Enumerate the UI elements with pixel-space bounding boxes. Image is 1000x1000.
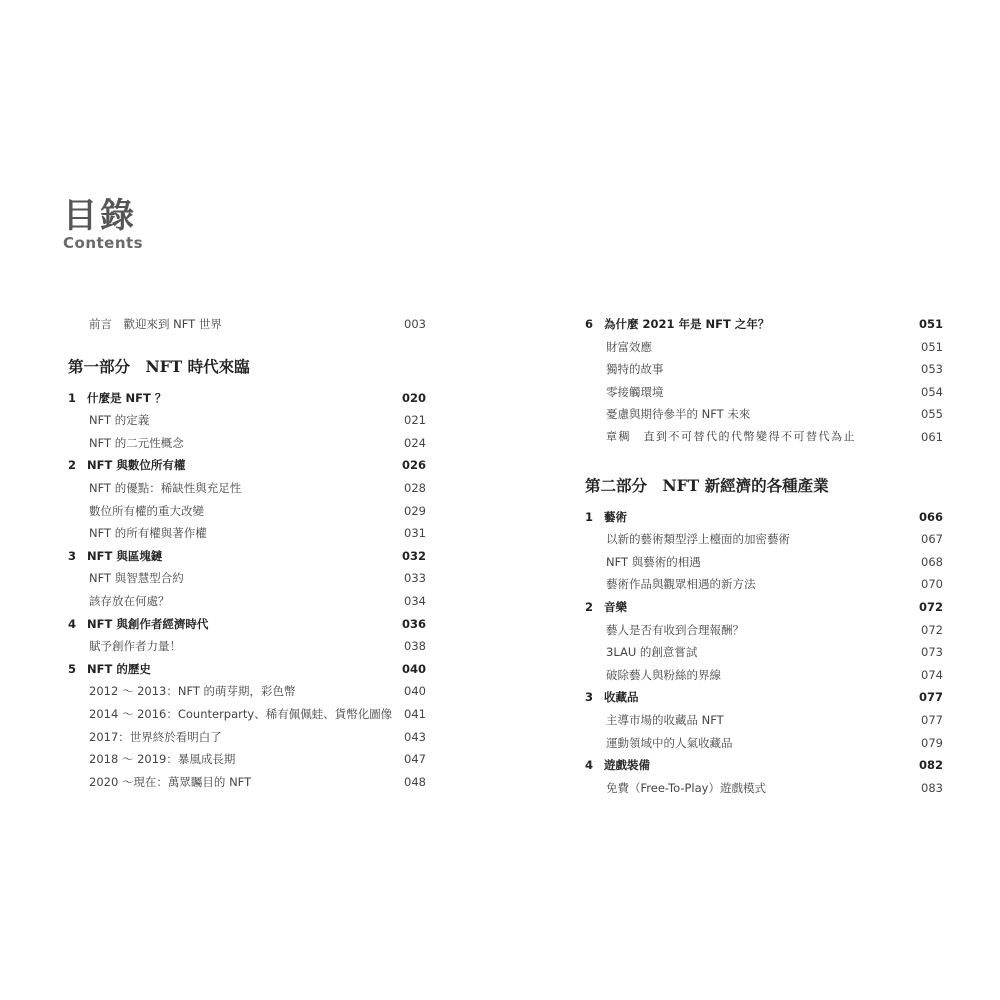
toc-chapter[interactable]	[585, 754, 943, 777]
section-page: 055	[921, 407, 943, 422]
part-title: 第二部分 NFT 新經濟的各種產業	[585, 475, 829, 495]
section-page: 061	[921, 429, 943, 444]
toc-section[interactable]	[585, 664, 943, 687]
toc-entry-preface[interactable]	[68, 313, 426, 336]
chapter-number: 3	[68, 548, 77, 563]
toc-chapter[interactable]	[68, 613, 426, 636]
section-title: NFT 的優點：稀缺性與充足性	[89, 480, 242, 495]
entry-title: 前言 歡迎來到 NFT 世界	[89, 317, 222, 331]
section-page: 033	[404, 571, 426, 586]
toc-section[interactable]	[585, 619, 943, 642]
toc-section[interactable]	[68, 635, 426, 658]
chapter-page: 051	[918, 317, 943, 331]
section-page: 047	[404, 752, 426, 767]
section-title: NFT 與藝術的相遇	[606, 554, 701, 569]
section-title: 獨特的故事	[606, 362, 664, 377]
section-title: 藝人是否有收到合理報酬？	[606, 622, 744, 637]
section-title: 以新的藝術類型浮上檯面的加密藝術	[606, 532, 790, 547]
section-page: 073	[921, 645, 943, 660]
toc-chapter[interactable]	[585, 506, 943, 529]
section-page: 072	[921, 622, 943, 637]
toc-section[interactable]	[585, 573, 943, 596]
toc-chapter[interactable]	[68, 658, 426, 681]
chapter-title: NFT 與數位所有權	[87, 458, 186, 473]
section-page: 034	[404, 593, 426, 608]
section-page: 068	[921, 554, 943, 569]
section-title: 零接觸環境	[606, 384, 664, 399]
toc-column-right	[585, 313, 943, 799]
entry-page: 003	[404, 317, 426, 331]
chapter-number: 4	[585, 758, 594, 773]
section-title: 財富效應	[606, 339, 652, 354]
section-title: 2012 ～ 2013：NFT 的萌芽期，彩色幣	[89, 684, 296, 699]
chapter-title: 為什麼 2021 年是 NFT 之年？	[604, 317, 770, 331]
chapter-title: 什麼是 NFT ？	[87, 390, 167, 405]
toc-section[interactable]	[68, 409, 426, 432]
toc-section[interactable]	[68, 748, 426, 771]
section-title: 藝術作品與觀眾相遇的新方法	[606, 577, 756, 592]
section-page: 024	[404, 435, 426, 450]
toc-heading	[63, 197, 143, 251]
toc-section[interactable]	[68, 477, 426, 500]
toc-subtitle: Contents	[63, 234, 144, 252]
chapter-number: 3	[585, 690, 594, 705]
section-page: 043	[404, 729, 426, 744]
chapter-title: NFT 的歷史	[87, 661, 151, 676]
toc-section[interactable]	[585, 551, 943, 574]
chapter-title: 收藏品	[604, 690, 639, 705]
toc-section[interactable]	[68, 771, 426, 794]
section-title: NFT 的二元性概念	[89, 435, 184, 450]
section-page: 048	[404, 774, 426, 789]
chapter-title: 藝術	[604, 509, 627, 524]
section-page: 067	[921, 532, 943, 547]
toc-chapter[interactable]	[585, 596, 943, 619]
toc-section[interactable]	[585, 336, 943, 359]
toc-section[interactable]	[585, 732, 943, 755]
toc-section[interactable]	[68, 567, 426, 590]
chapter-title: 音樂	[604, 599, 627, 614]
chapter-page: 020	[401, 390, 426, 405]
toc-section[interactable]	[585, 641, 943, 664]
section-page: 041	[404, 706, 426, 721]
toc-section[interactable]	[68, 590, 426, 613]
section-page: 070	[921, 577, 943, 592]
toc-section[interactable]	[68, 432, 426, 455]
section-title: 2020 ～現在：萬眾矚目的 NFT	[89, 774, 252, 789]
chapter-number: 1	[68, 390, 77, 405]
section-page: 053	[921, 362, 943, 377]
section-title: 免費（Free-To-Play）遊戲模式	[606, 780, 766, 795]
section-page: 029	[404, 503, 426, 518]
section-title: 2018 ～ 2019：暴風成長期	[89, 752, 236, 767]
toc-section[interactable]	[68, 680, 426, 703]
section-title: 2014 ～ 2016：Counterparty、稀有佩佩蛙、貨幣化圖像	[89, 706, 393, 721]
section-page: 074	[921, 667, 943, 682]
section-title: 該存放在何處？	[89, 593, 170, 608]
section-title: 破除藝人與粉絲的界線	[606, 667, 721, 682]
chapter-number: 6	[585, 317, 594, 331]
section-page: 040	[404, 684, 426, 699]
chapter-title: NFT 與區塊鏈	[87, 548, 163, 563]
section-page: 051	[921, 339, 943, 354]
toc-section[interactable]	[68, 522, 426, 545]
toc-section[interactable]	[68, 500, 426, 523]
toc-section[interactable]	[68, 703, 426, 726]
chapter-page: 066	[918, 509, 943, 524]
section-title: 運動領域中的人氣收藏品	[606, 735, 733, 750]
chapter-number: 2	[68, 458, 77, 473]
part-title: 第一部分 NFT 時代來臨	[68, 356, 250, 376]
toc-chapter[interactable]	[585, 686, 943, 709]
section-title: 憂慮與期待參半的 NFT 未來	[606, 407, 751, 422]
chapter-page: 072	[918, 599, 943, 614]
section-title: 數位所有權的重大改變	[89, 503, 204, 518]
chapter-page: 026	[401, 458, 426, 473]
chapter-number: 5	[68, 661, 77, 676]
toc-chapter[interactable]	[68, 387, 426, 410]
toc-chapter[interactable]	[68, 454, 426, 477]
section-page: 038	[404, 639, 426, 654]
section-title: 賦予創作者力量！	[89, 639, 181, 654]
toc-section[interactable]	[585, 358, 943, 381]
chapter-page: 040	[401, 661, 426, 676]
section-title: NFT 的定義	[89, 413, 150, 428]
section-page: 031	[404, 526, 426, 541]
toc-section-calligraphy[interactable]	[585, 426, 943, 449]
chapter-page: 082	[918, 758, 943, 773]
chapter-number: 2	[585, 599, 594, 614]
section-page: 077	[921, 712, 943, 727]
section-title: NFT 的所有權與著作權	[89, 526, 207, 541]
section-page: 079	[921, 735, 943, 750]
chapter-page: 077	[918, 690, 943, 705]
chapter-title: NFT 與創作者經濟時代	[87, 616, 209, 631]
section-page: 028	[404, 480, 426, 495]
chapter-number: 1	[585, 509, 594, 524]
toc-section[interactable]	[585, 528, 943, 551]
toc-section[interactable]	[585, 709, 943, 732]
section-page: 083	[921, 780, 943, 795]
section-page: 021	[404, 413, 426, 428]
section-page: 054	[921, 384, 943, 399]
toc-column-left	[68, 313, 426, 793]
toc-section[interactable]	[585, 777, 943, 800]
section-title: 章稠 直到不可替代的代幣變得不可替代為止	[606, 429, 856, 443]
toc-section[interactable]	[585, 381, 943, 404]
section-title: NFT 與智慧型合約	[89, 571, 184, 586]
toc-section[interactable]	[585, 403, 943, 426]
chapter-number: 4	[68, 616, 77, 631]
toc-section[interactable]	[68, 726, 426, 749]
section-title: 2017：世界終於看明白了	[89, 729, 222, 744]
toc-title: 目錄	[63, 196, 137, 236]
toc-chapter[interactable]	[68, 545, 426, 568]
chapter-page: 036	[401, 616, 426, 631]
section-title: 3LAU 的創意嘗試	[606, 645, 698, 660]
chapter-title: 遊戲裝備	[604, 758, 650, 773]
section-title: 主導市場的收藏品 NFT	[606, 712, 724, 727]
chapter-page: 032	[401, 548, 426, 563]
toc-chapter[interactable]	[585, 313, 943, 336]
